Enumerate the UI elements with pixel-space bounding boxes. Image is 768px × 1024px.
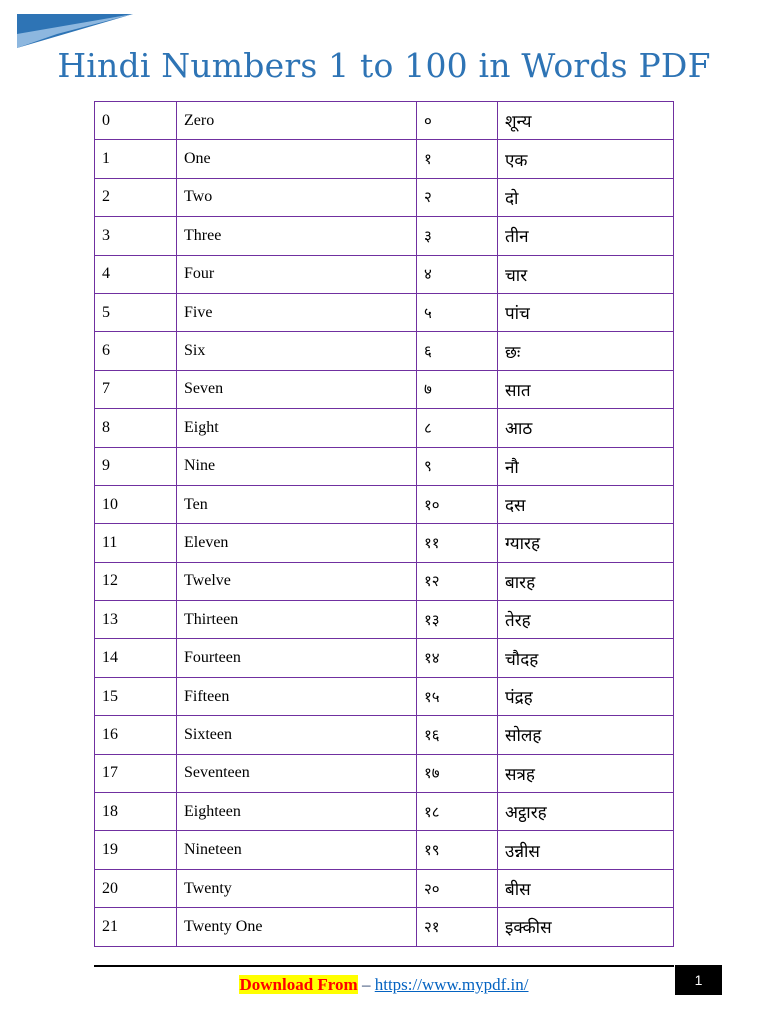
english-word-cell: Twenty <box>177 869 417 907</box>
english-word-cell: Six <box>177 332 417 370</box>
table-row <box>95 140 674 178</box>
devanagari-numeral-cell: १७ <box>417 754 498 792</box>
number-cell: 14 <box>95 639 177 677</box>
english-word-cell: Seventeen <box>177 754 417 792</box>
devanagari-numeral-cell: १९ <box>417 831 498 869</box>
devanagari-numeral-cell: ४ <box>417 255 498 293</box>
devanagari-numeral-cell: १३ <box>417 601 498 639</box>
number-cell: 3 <box>95 217 177 255</box>
devanagari-numeral-cell: १४ <box>417 639 498 677</box>
devanagari-numeral-cell: ८ <box>417 409 498 447</box>
table-row <box>95 447 674 485</box>
number-cell: 19 <box>95 831 177 869</box>
number-cell: 5 <box>95 293 177 331</box>
devanagari-numeral-cell: २१ <box>417 908 498 946</box>
hindi-word-cell: आठ <box>498 409 674 447</box>
hindi-word-cell: सोलह <box>498 716 674 754</box>
english-word-cell: One <box>177 140 417 178</box>
table-row <box>95 601 674 639</box>
english-word-cell: Ten <box>177 485 417 523</box>
devanagari-numeral-cell: १२ <box>417 562 498 600</box>
numbers-table-body <box>95 102 674 947</box>
devanagari-numeral-cell: १८ <box>417 793 498 831</box>
hindi-word-cell: अट्ठारह <box>498 793 674 831</box>
number-cell: 20 <box>95 869 177 907</box>
number-cell: 17 <box>95 754 177 792</box>
corner-banner-graphic <box>17 14 133 48</box>
devanagari-numeral-cell: ६ <box>417 332 498 370</box>
devanagari-numeral-cell: ५ <box>417 293 498 331</box>
english-word-cell: Two <box>177 178 417 216</box>
devanagari-numeral-cell: ० <box>417 102 498 140</box>
hindi-word-cell: शून्य <box>498 102 674 140</box>
numbers-table <box>94 101 674 947</box>
english-word-cell: Fourteen <box>177 639 417 677</box>
table-row <box>95 639 674 677</box>
devanagari-numeral-cell: ३ <box>417 217 498 255</box>
devanagari-numeral-cell: १६ <box>417 716 498 754</box>
table-row <box>95 716 674 754</box>
number-cell: 7 <box>95 370 177 408</box>
page-title: Hindi Numbers 1 to 100 in Words PDF <box>57 46 711 85</box>
devanagari-numeral-cell: २ <box>417 178 498 216</box>
number-cell: 16 <box>95 716 177 754</box>
table-row <box>95 485 674 523</box>
page-number-badge: 1 <box>675 965 722 995</box>
english-word-cell: Zero <box>177 102 417 140</box>
number-cell: 12 <box>95 562 177 600</box>
table-row <box>95 102 674 140</box>
devanagari-numeral-cell: २० <box>417 869 498 907</box>
hindi-word-cell: सत्रह <box>498 754 674 792</box>
devanagari-numeral-cell: १० <box>417 485 498 523</box>
english-word-cell: Nineteen <box>177 831 417 869</box>
hindi-word-cell: एक <box>498 140 674 178</box>
number-cell: 15 <box>95 677 177 715</box>
devanagari-numeral-cell: १५ <box>417 677 498 715</box>
table-row <box>95 178 674 216</box>
hindi-word-cell: बारह <box>498 562 674 600</box>
table-row <box>95 293 674 331</box>
table-row <box>95 908 674 946</box>
download-link[interactable]: https://www.mypdf.in/ <box>374 975 529 994</box>
table-row <box>95 754 674 792</box>
hindi-word-cell: उन्नीस <box>498 831 674 869</box>
hindi-word-cell: बीस <box>498 869 674 907</box>
english-word-cell: Fifteen <box>177 677 417 715</box>
table-row <box>95 370 674 408</box>
english-word-cell: Thirteen <box>177 601 417 639</box>
devanagari-numeral-cell: ११ <box>417 524 498 562</box>
table-row <box>95 793 674 831</box>
number-cell: 0 <box>95 102 177 140</box>
number-cell: 21 <box>95 908 177 946</box>
table-row <box>95 524 674 562</box>
number-cell: 10 <box>95 485 177 523</box>
number-cell: 4 <box>95 255 177 293</box>
english-word-cell: Five <box>177 293 417 331</box>
download-from-label: Download From <box>239 975 358 994</box>
english-word-cell: Twenty One <box>177 908 417 946</box>
hindi-word-cell: छः <box>498 332 674 370</box>
english-word-cell: Eighteen <box>177 793 417 831</box>
english-word-cell: Sixteen <box>177 716 417 754</box>
hindi-word-cell: सात <box>498 370 674 408</box>
number-cell: 2 <box>95 178 177 216</box>
table-row <box>95 562 674 600</box>
devanagari-numeral-cell: ७ <box>417 370 498 408</box>
hindi-word-cell: इक्कीस <box>498 908 674 946</box>
hindi-word-cell: पंद्रह <box>498 677 674 715</box>
number-cell: 8 <box>95 409 177 447</box>
number-cell: 9 <box>95 447 177 485</box>
footer-divider <box>94 965 674 967</box>
devanagari-numeral-cell: ९ <box>417 447 498 485</box>
number-cell: 6 <box>95 332 177 370</box>
hindi-word-cell: दो <box>498 178 674 216</box>
english-word-cell: Eight <box>177 409 417 447</box>
number-cell: 18 <box>95 793 177 831</box>
english-word-cell: Three <box>177 217 417 255</box>
hindi-word-cell: तीन <box>498 217 674 255</box>
table-row <box>95 409 674 447</box>
number-cell: 11 <box>95 524 177 562</box>
hindi-word-cell: चार <box>498 255 674 293</box>
english-word-cell: Eleven <box>177 524 417 562</box>
hindi-word-cell: पांच <box>498 293 674 331</box>
hindi-word-cell: तेरह <box>498 601 674 639</box>
table-row <box>95 332 674 370</box>
english-word-cell: Seven <box>177 370 417 408</box>
table-row <box>95 831 674 869</box>
table-row <box>95 869 674 907</box>
devanagari-numeral-cell: १ <box>417 140 498 178</box>
hindi-word-cell: ग्यारह <box>498 524 674 562</box>
hindi-word-cell: दस <box>498 485 674 523</box>
footer-download-line <box>94 974 674 996</box>
footer-dash: – <box>361 975 371 994</box>
table-row <box>95 255 674 293</box>
table-row <box>95 677 674 715</box>
english-word-cell: Twelve <box>177 562 417 600</box>
table-row <box>95 217 674 255</box>
english-word-cell: Nine <box>177 447 417 485</box>
english-word-cell: Four <box>177 255 417 293</box>
number-cell: 13 <box>95 601 177 639</box>
number-cell: 1 <box>95 140 177 178</box>
hindi-word-cell: नौ <box>498 447 674 485</box>
hindi-word-cell: चौदह <box>498 639 674 677</box>
